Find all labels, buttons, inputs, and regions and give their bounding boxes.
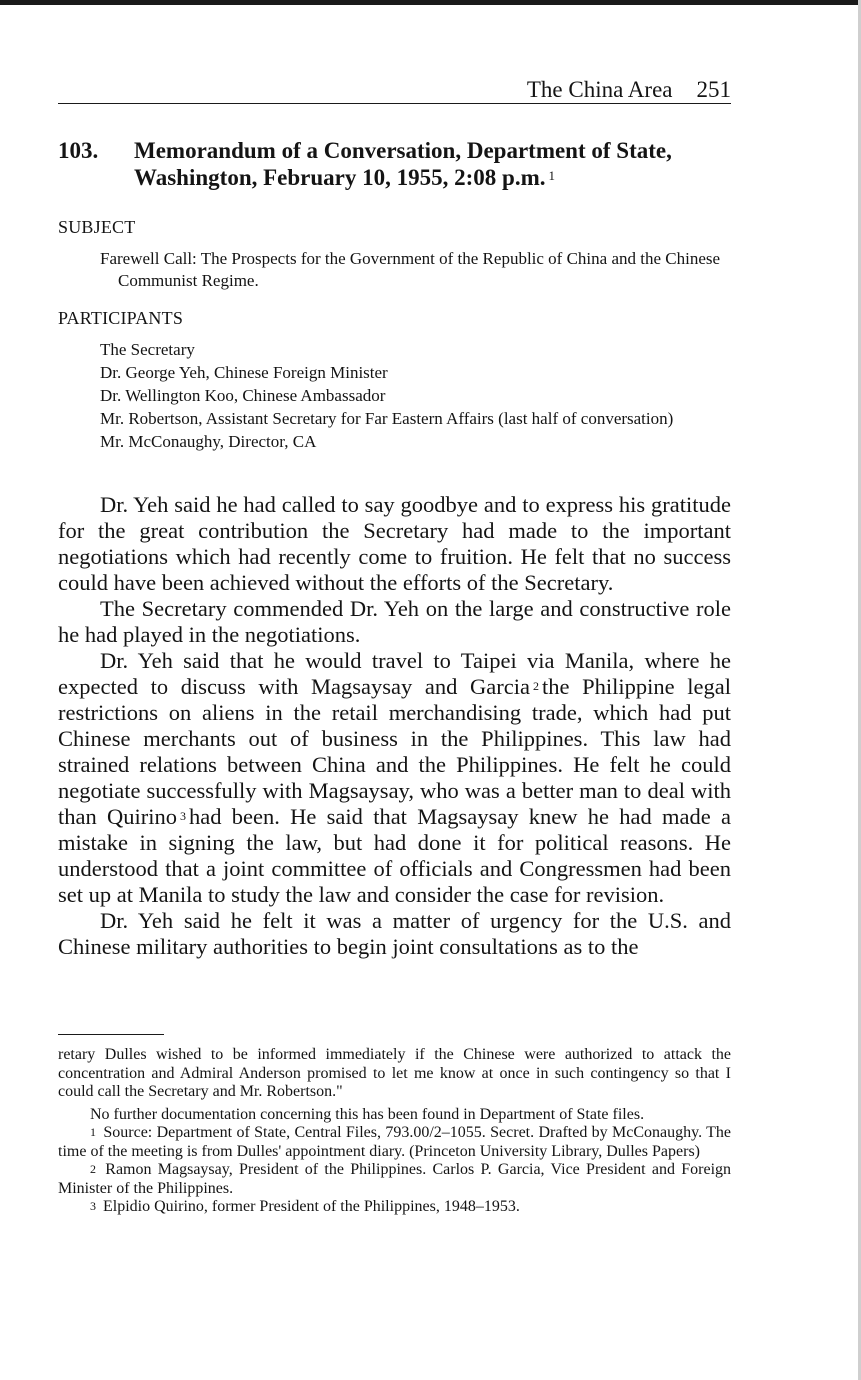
participants-label: PARTICIPANTS xyxy=(58,308,184,328)
running-head-section: The China Area xyxy=(526,77,673,102)
footnote-continued: retary Dulles wished to be informed immediately if the Chinese were authorized to attack the concentration and Admiral Anderson promised to let me know at once in such contingency so that I could call the Secretary and Mr. Robertson." xyxy=(58,1046,731,1100)
document-title-line-1: Memorandum of a Conversation, Department of State, xyxy=(134,138,672,163)
page-number: 251 xyxy=(696,77,731,102)
footnote-1-number: 1 xyxy=(90,1125,96,1139)
body-paragraph-1: Dr. Yeh said he had called to say goodbye and to express his gratitude for the great contribution the Secretary had made to the important negotiations which had recently come to fruition. He felt that no success could have been achieved without the efforts of the Secretary. xyxy=(58,492,731,595)
document-title-line-2-text: Washington, February 10, 1955, 2:08 p.m. xyxy=(134,165,546,190)
body-paragraph-3 xyxy=(58,648,731,908)
footnote-3-number: 3 xyxy=(90,1199,96,1213)
header-rule xyxy=(58,103,731,104)
participants-list xyxy=(100,338,731,453)
footnote-ref-2: 2 xyxy=(533,679,539,693)
footnote-rule xyxy=(58,1034,164,1035)
footnote-ref-3: 3 xyxy=(180,809,187,823)
footnote-1-text: Source: Department of State, Central Files, 793.00/2–1055. Secret. Drafted by McConaughy. The time of the meeting is from Dulles' appointment diary. (Princeton University Library, Dulles Papers) xyxy=(58,1124,732,1160)
participant-item: Mr. McConaughy, Director, CA xyxy=(100,432,317,451)
footnote-continued-note: No further documentation concerning this has been found in Department of State files. xyxy=(90,1105,645,1123)
body-paragraph-3-part-a: Dr. Yeh said that he would travel to Taipei via Manila, where he expected to discuss with Magsaysay and Garcia xyxy=(58,648,731,699)
participant-item: Dr. George Yeh, Chinese Foreign Minister xyxy=(100,363,388,382)
memorandum-body xyxy=(58,492,731,960)
participant-item: The Secretary xyxy=(100,340,195,359)
body-paragraph-4: Dr. Yeh said he felt it was a matter of urgency for the U.S. and Chinese military authorities to begin joint consultations as to the xyxy=(58,908,731,959)
document-title-line-2 xyxy=(134,164,731,191)
body-paragraph-2: The Secretary commended Dr. Yeh on the large and constructive role he had played in the negotiations. xyxy=(58,596,731,647)
footnote-2-text: Ramon Magsaysay, President of the Philippines. Carlos P. Garcia, Vice President and Foreign Minister of the Philippines. xyxy=(58,1161,732,1197)
footnote-3 xyxy=(58,1198,731,1217)
document-heading xyxy=(58,137,731,191)
footnote-2-number: 2 xyxy=(90,1162,96,1176)
footnote-2 xyxy=(58,1161,731,1198)
footnote-3-text: Elpidio Quirino, former President of the Philippines, 1948–1953. xyxy=(103,1198,520,1215)
document-number: 103. xyxy=(58,138,99,163)
subject-text: Farewell Call: The Prospects for the Government of the Republic of China and the Chinese Communist Regime. xyxy=(100,249,721,290)
body-paragraph-3-part-b: the Philippine legal restrictions on aliens in the retail merchandising trade, which had put Chinese merchants out of business in the Philippines. This law had strained relations between China and the Philippines. He felt he could negotiate successfully with Magsaysay, who was a better man to deal with than Quirino xyxy=(58,674,732,829)
participant-item: Dr. Wellington Koo, Chinese Ambassador xyxy=(100,386,386,405)
running-head xyxy=(58,76,731,104)
subject-label: SUBJECT xyxy=(58,217,136,237)
footnote-ref-1: 1 xyxy=(548,168,555,183)
body-paragraph-3-part-c: had been. He said that Magsaysay knew he had made a mistake in signing the law, but had done it for political reasons. He understood that a joint committee of officials and Congressmen had been set up at Manila to study the law and consider the case for revision. xyxy=(58,804,732,907)
participant-item: Mr. Robertson, Assistant Secretary for Far Eastern Affairs (last half of conversation) xyxy=(100,409,674,428)
page-top-edge xyxy=(0,0,861,5)
footnote-1 xyxy=(58,1124,731,1161)
footnotes xyxy=(58,1046,731,1217)
